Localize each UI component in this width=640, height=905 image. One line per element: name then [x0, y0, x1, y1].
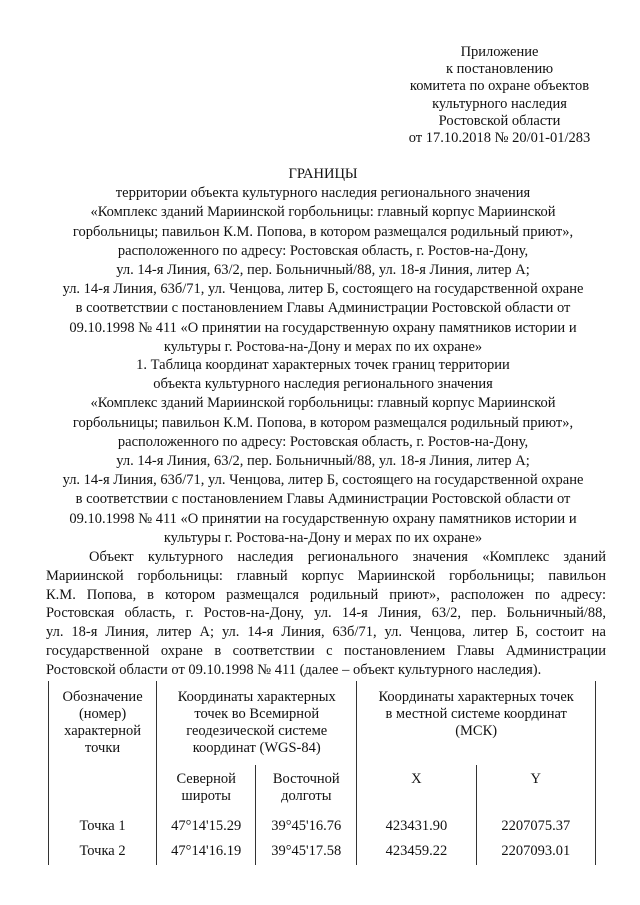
- x-value: 423459.22: [357, 840, 476, 865]
- longitude-value: 39°45'17.58: [256, 840, 357, 865]
- approval-line: к постановлению: [445, 61, 554, 78]
- caption-line: «Комплекс зданий Мариинской горбольницы: главный корпус Мариинской: [90, 395, 556, 412]
- paragraph-line: Объект культурного наследия регионального значения «Комплекс зданий: [89, 549, 606, 565]
- paragraph-line: Мариинской горбольницы: главный корпус Мариинской горбольницы; павильон: [46, 567, 606, 584]
- approval-block: [392, 44, 607, 147]
- caption-line: объекта культурного наследия регионального значения: [153, 376, 493, 393]
- table-header-row: [49, 681, 596, 765]
- caption-line: культуры г. Ростова-на-Дону и мерах по их охране»: [163, 529, 483, 546]
- paragraph-line: государственной охране в соответствии с постановлением Главы Администрации: [46, 642, 606, 659]
- table-row: [49, 815, 596, 840]
- caption-line: в соответствии с постановлением Главы Администрации Ростовской области от: [75, 491, 571, 508]
- caption-line: ул. 14-я Линия, 63б/71, ул. Ченцова, литер Б, состоящего на государственной охране: [62, 472, 584, 489]
- boundaries-heading-block: [48, 165, 598, 357]
- heading-line: 09.10.1998 № 411 «О принятии на государственную охрану памятников истории и: [69, 319, 577, 336]
- table-row: [49, 840, 596, 865]
- coordinates-table: [48, 681, 596, 865]
- heading-line: ул. 14-я Линия, 63б/71, ул. Ченцова, литер Б, состоящего на государственной охране: [62, 281, 584, 298]
- point-name: Точка 1: [49, 815, 157, 840]
- document-title: ГРАНИЦЫ: [288, 166, 358, 182]
- paragraph-line: Ростовская область, г. Ростов-на-Дону, ул. 14-я Линия, 63/2, пер. Больничный/88,: [46, 605, 606, 622]
- description-paragraph: [46, 548, 606, 680]
- header-wgs84: Координаты характерных точек во Всемирной геодезической системе координат (WGS-84): [157, 681, 357, 765]
- latitude-value: 47°14'15.29: [157, 815, 256, 840]
- paragraph-line: К.М. Попова, в котором размещался родильный приют», расположен по адресу:: [46, 586, 606, 603]
- caption-line: 1. Таблица координат характерных точек границ территории: [136, 357, 510, 373]
- caption-line: горбольницы; павильон К.М. Попова, в котором размещался родильный приют»,: [72, 414, 574, 431]
- y-value: 2207093.01: [476, 840, 595, 865]
- heading-line: расположенного по адресу: Ростовская область, г. Ростов-на-Дону,: [117, 242, 529, 259]
- header-msk: Координаты характерных точек в местной системе координат (МСК): [357, 681, 596, 765]
- caption-line: ул. 14-я Линия, 63/2, пер. Больничный/88, ул. 18-я Линия, литер А;: [116, 453, 530, 470]
- heading-line: ул. 14-я Линия, 63/2, пер. Больничный/88, ул. 18-я Линия, литер А;: [116, 262, 530, 279]
- latitude-value: 47°14'16.19: [157, 840, 256, 865]
- approval-line: культурного наследия: [432, 95, 567, 112]
- longitude-value: 39°45'16.76: [256, 815, 357, 840]
- table-caption-block: [48, 356, 598, 548]
- heading-line: «Комплекс зданий Мариинской горбольницы: главный корпус Мариинской: [90, 204, 556, 221]
- header-latitude: Северной широты: [157, 765, 256, 815]
- heading-line: культуры г. Ростова-на-Дону и мерах по их охране»: [163, 338, 483, 355]
- approval-line: Приложение: [460, 44, 539, 60]
- heading-line: территории объекта культурного наследия регионального значения: [115, 185, 531, 202]
- header-longitude: Восточной долготы: [256, 765, 357, 815]
- heading-line: в соответствии с постановлением Главы Администрации Ростовской области от: [75, 300, 571, 317]
- caption-line: расположенного по адресу: Ростовская область, г. Ростов-на-Дону,: [117, 433, 529, 450]
- heading-line: горбольницы; павильон К.М. Попова, в котором размещался родильный приют»,: [72, 223, 574, 240]
- approval-date-number: от 17.10.2018 № 20/01-01/283: [408, 130, 591, 147]
- approval-line: комитета по охране объектов: [409, 78, 590, 95]
- header-x: X: [357, 765, 476, 815]
- caption-line: 09.10.1998 № 411 «О принятии на государственную охрану памятников истории и: [69, 510, 577, 527]
- paragraph-line: ул. 18-я Линия, литер А; ул. 14-я Линия, 63б/71, ул. Ченцова, литер Б, состоит на: [46, 624, 606, 641]
- point-name: Точка 2: [49, 840, 157, 865]
- x-value: 423431.90: [357, 815, 476, 840]
- y-value: 2207075.37: [476, 815, 595, 840]
- paragraph-line: Ростовской области от 09.10.1998 № 411 (далее – объект культурного наследия).: [46, 661, 542, 678]
- header-y: Y: [476, 765, 595, 815]
- approval-line: Ростовской области: [438, 112, 561, 129]
- header-point-designation: Обозначение (номер) характерной точки: [49, 681, 157, 815]
